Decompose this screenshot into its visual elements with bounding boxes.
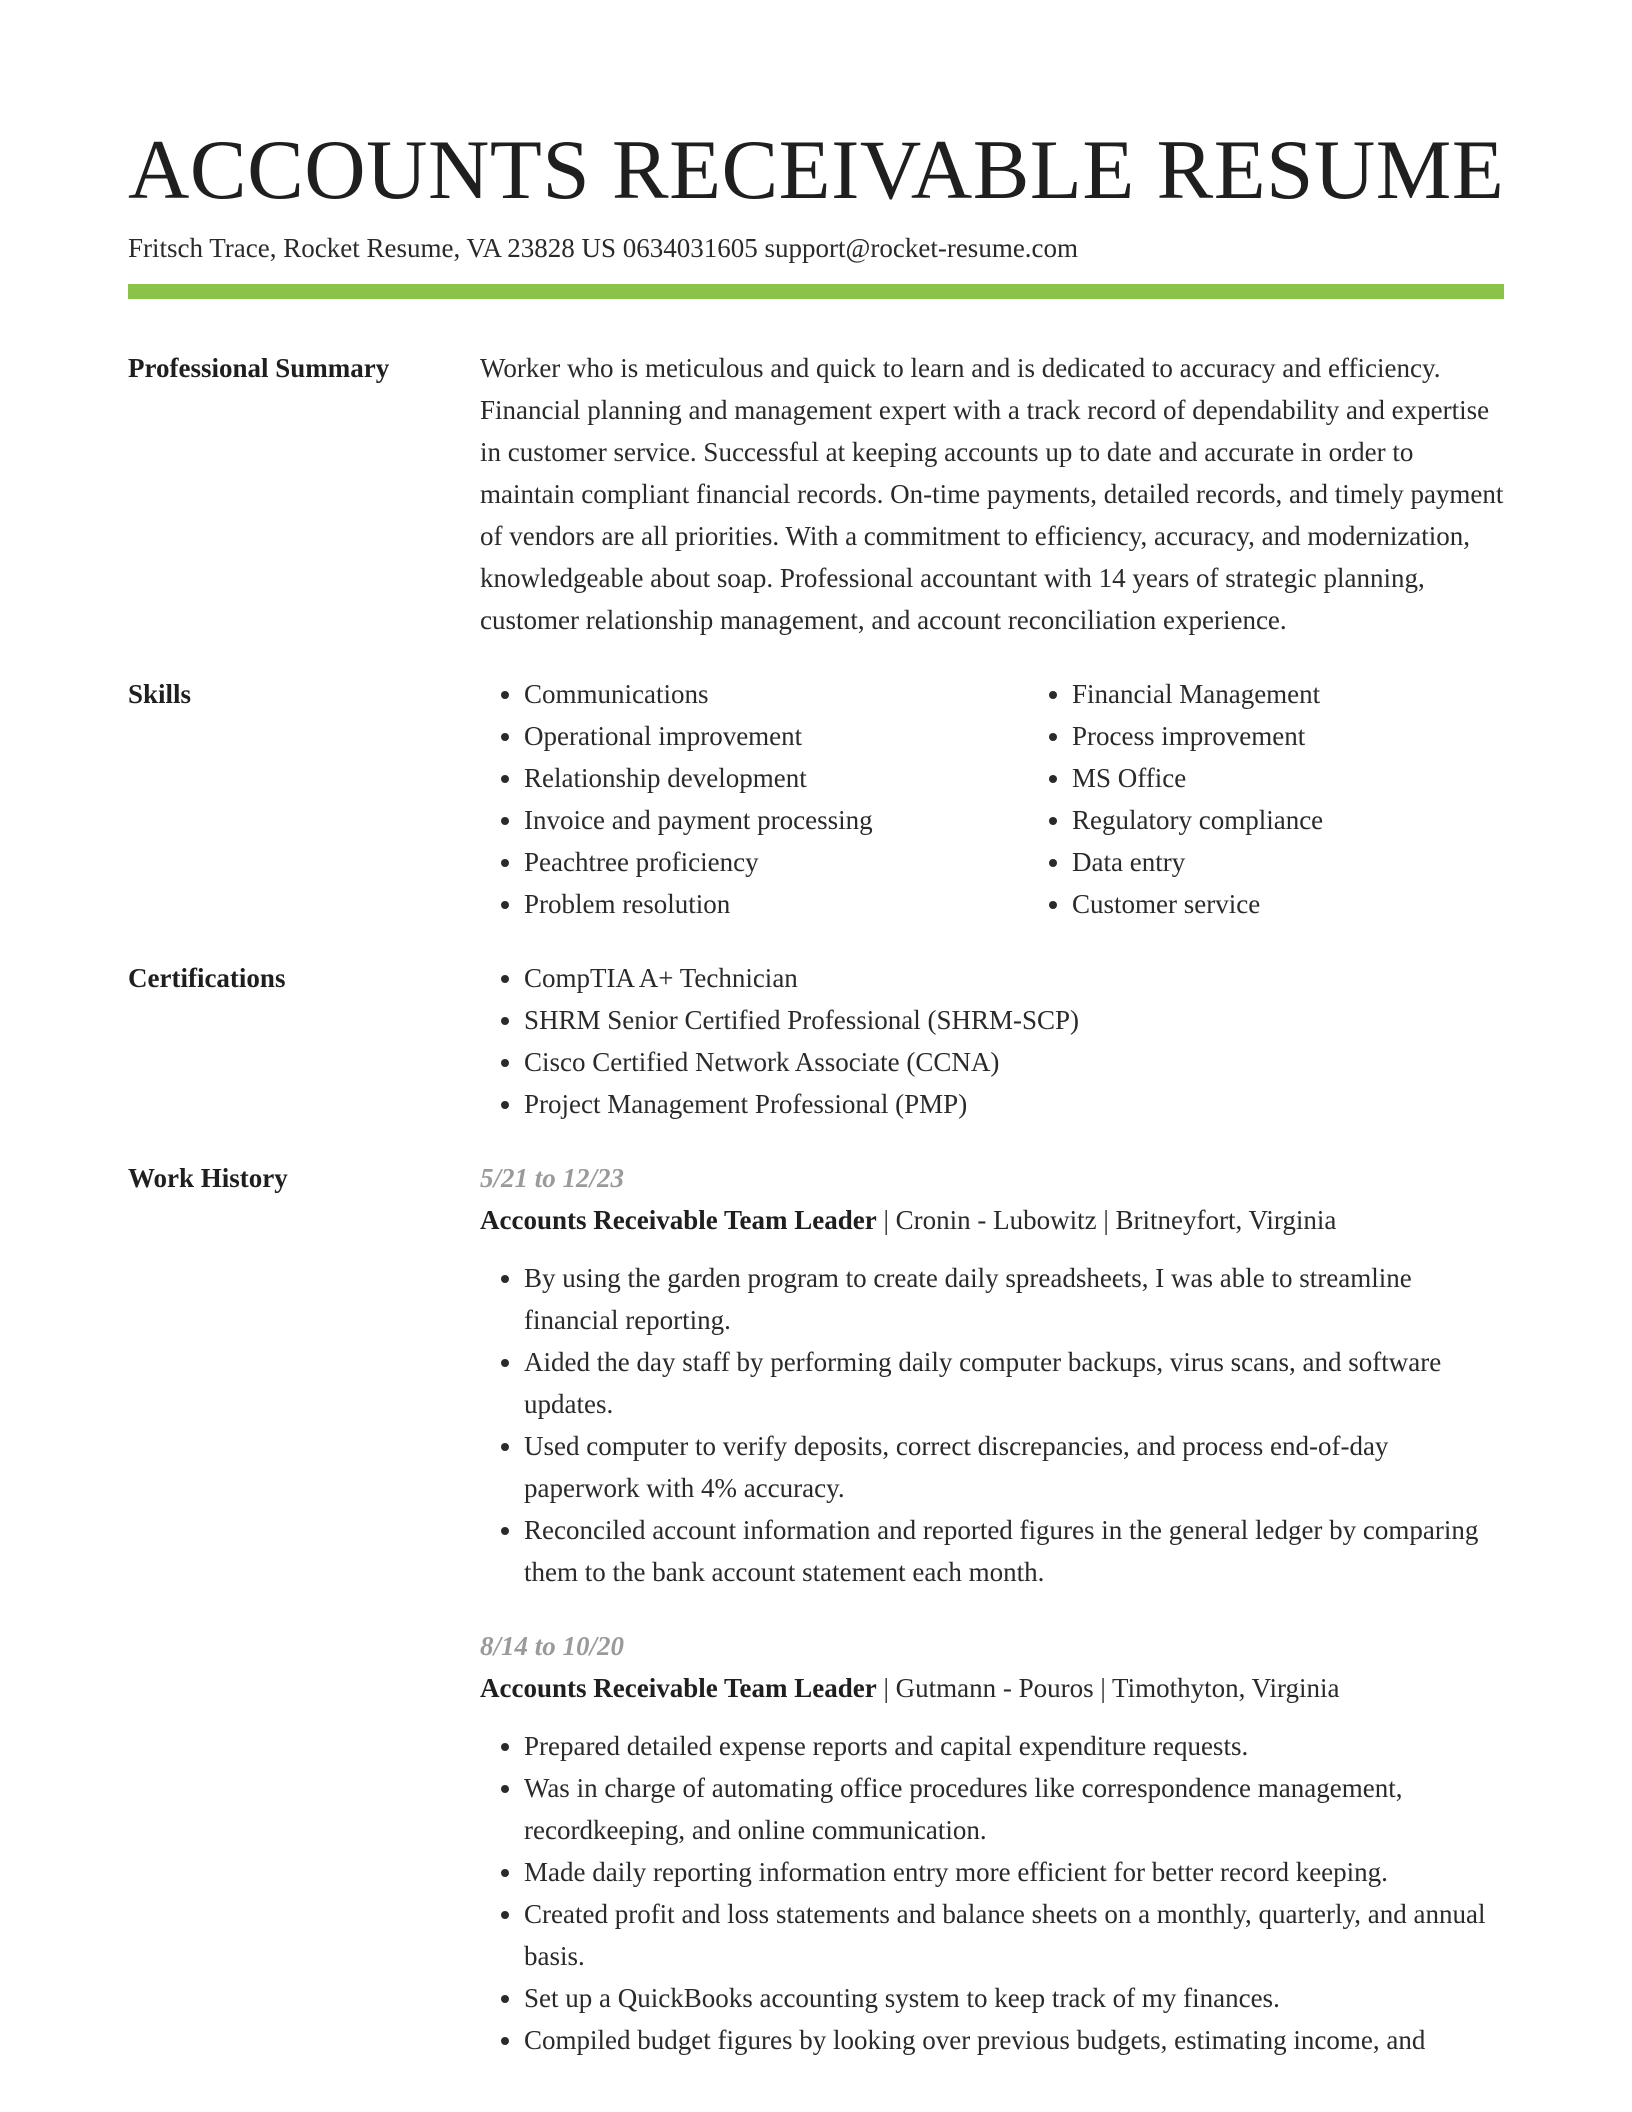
job-bullets: [480, 1725, 1504, 2061]
skill-item: • MS Office: [1072, 757, 1576, 799]
section-professional-summary: [128, 347, 1504, 641]
resume-page: [128, 118, 1504, 2061]
job-bullets: [480, 1257, 1504, 1593]
job-separator: |: [1103, 1205, 1109, 1235]
job-bullet: • Was in charge of automating office procedures like correspondence management, recordkeeping, and online communication.: [524, 1767, 1504, 1851]
section-certifications: [128, 957, 1504, 1125]
job-heading: [480, 1667, 1504, 1709]
job-bullet: • Reconciled account information and reported figures in the general ledger by comparing them to the bank account statement each month.: [524, 1509, 1504, 1593]
summary-text: Worker who is meticulous and quick to learn and is dedicated to accuracy and efficiency. Financial planning and management expert with a track record of dependability and expertise in customer service. Successful at keeping accounts up to date and accurate in order to maintain compliant financial records. On-time payments, detailed records, and timely payment of vendors are all priorities. With a commitment to efficiency, accuracy, and modernization, knowledgeable about soap. Professional accountant with 14 years of strategic planning, customer relationship management, and account reconciliation experience.: [480, 353, 1504, 635]
skill-item: • Data entry: [1072, 841, 1576, 883]
job-dates: 8/14 to 10/20: [480, 1631, 625, 1661]
skills-list-right: [1028, 673, 1576, 925]
job-separator: |: [883, 1673, 889, 1703]
skill-item: • Process improvement: [1072, 715, 1576, 757]
skill-item: • Invoice and payment processing: [524, 799, 1028, 841]
job-bullet: • Created profit and loss statements and balance sheets on a monthly, quarterly, and annual basis.: [524, 1893, 1504, 1977]
job-dates: 5/21 to 12/23: [480, 1163, 625, 1193]
skill-item: • Communications: [524, 673, 1028, 715]
skill-item: • Problem resolution: [524, 883, 1028, 925]
skill-item: • Operational improvement: [524, 715, 1028, 757]
job-bullet: • Compiled budget figures by looking over previous budgets, estimating income, and: [524, 2019, 1504, 2061]
skill-item: • Relationship development: [524, 757, 1028, 799]
work-history-body: [480, 1157, 1504, 2061]
job-bullet: • Used computer to verify deposits, correct discrepancies, and process end-of-day paperwork with 4% accuracy.: [524, 1425, 1504, 1509]
contact-line: Fritsch Trace, Rocket Resume, VA 23828 US 0634031605 support@rocket-resume.com: [128, 233, 1079, 263]
job-entry: [480, 1625, 1504, 2061]
section-label-summary: Professional Summary: [128, 353, 390, 383]
certification-item: • CompTIA A+ Technician: [524, 957, 1504, 999]
job-title: Accounts Receivable Team Leader: [480, 1205, 877, 1235]
skills-columns: [480, 673, 1576, 925]
skill-item: • Peachtree proficiency: [524, 841, 1028, 883]
job-title: Accounts Receivable Team Leader: [480, 1673, 877, 1703]
skills-list-left: [480, 673, 1028, 925]
job-company: Cronin - Lubowitz: [895, 1205, 1097, 1235]
job-location: Britneyfort, Virginia: [1115, 1205, 1337, 1235]
job-entry: [480, 1157, 1504, 1593]
job-company: Gutmann - Pouros: [895, 1673, 1094, 1703]
job-bullet: • By using the garden program to create daily spreadsheets, I was able to streamline financial reporting.: [524, 1257, 1504, 1341]
section-label-skills: Skills: [128, 679, 192, 709]
job-bullet: • Set up a QuickBooks accounting system to keep track of my finances.: [524, 1977, 1504, 2019]
job-heading: [480, 1199, 1504, 1241]
accent-divider: [128, 284, 1504, 299]
job-location: Timothyton, Virginia: [1112, 1673, 1340, 1703]
job-bullet: • Aided the day staff by performing daily computer backups, virus scans, and software updates.: [524, 1341, 1504, 1425]
skill-item: • Financial Management: [1072, 673, 1576, 715]
job-bullet: • Made daily reporting information entry more efficient for better record keeping.: [524, 1851, 1504, 1893]
certification-item: • Cisco Certified Network Associate (CCNA): [524, 1041, 1504, 1083]
certifications-body: [480, 957, 1504, 1125]
section-work-history: [128, 1157, 1504, 2061]
certifications-list: [480, 957, 1504, 1125]
skill-item: • Regulatory compliance: [1072, 799, 1576, 841]
job-bullet: • Prepared detailed expense reports and capital expenditure requests.: [524, 1725, 1504, 1767]
section-label-certifications: Certifications: [128, 963, 286, 993]
certification-item: • Project Management Professional (PMP): [524, 1083, 1504, 1125]
certification-item: • SHRM Senior Certified Professional (SHRM-SCP): [524, 999, 1504, 1041]
section-label-work-history: Work History: [128, 1163, 288, 1193]
section-skills: [128, 673, 1504, 925]
job-separator: |: [1100, 1673, 1106, 1703]
resume-title: ACCOUNTS RECEIVABLE RESUME: [128, 123, 1505, 217]
skill-item: • Customer service: [1072, 883, 1576, 925]
job-separator: |: [883, 1205, 889, 1235]
